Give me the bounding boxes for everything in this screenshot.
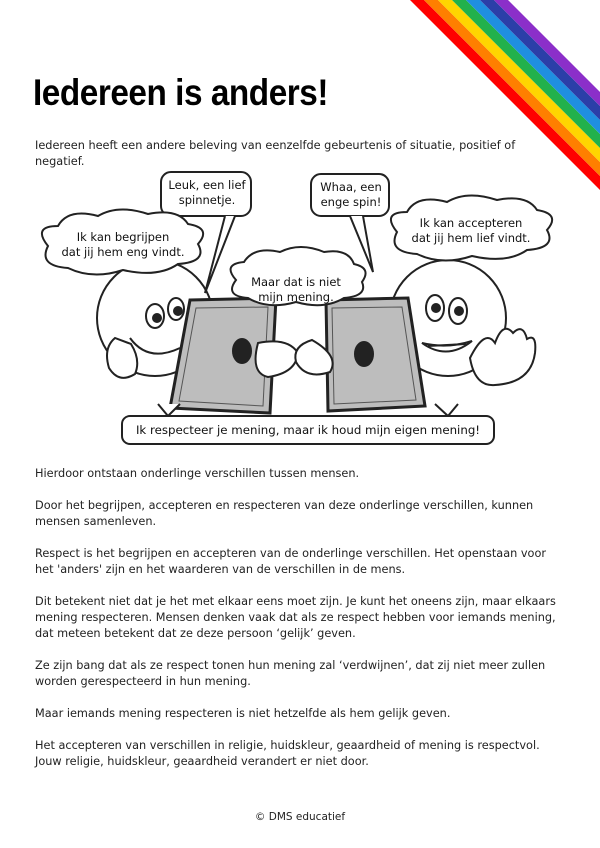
paragraph: Ze zijn bang dat als ze respect tonen hun mening zal ‘verdwijnen’, dat zij niet meer zullen worden gerespecteerd in hun mening. [35, 659, 546, 688]
bubble-mening-text: Maar dat is niet mijn mening. [251, 275, 341, 304]
respect-banner-text: Ik respecteer je mening, maar ik houd mijn eigen mening! [135, 423, 481, 437]
page-title: Iedereen is anders! [33, 72, 328, 113]
paragraph: Dit betekent niet dat je het met elkaar eens moet zijn. Je kunt het oneens zijn, maar elkaars mening respecteren. Mensen denken vaak dat als ze respect hebben voor iemands mening, dat meteen betekent dat ze deze persoon ‘gelijk’ geven. [35, 595, 556, 640]
footer-copyright: © DMS educatief [254, 811, 346, 823]
bubble-whaa-text: Whaa, een enge spin! [320, 180, 382, 209]
paragraph: Respect is het begrijpen en accepteren van de onderlinge verschillen. Het openstaan voor het 'anders' zijn en het waarderen van de verschillen in de mens. [35, 547, 547, 576]
paragraph: Door het begrijpen, accepteren en respecteren van deze onderlinge verschillen, kunnen mensen samenleven. [35, 499, 534, 528]
bubble-leuk-text: Leuk, een lief spinnetje. [168, 178, 246, 207]
bubble-accepteren-text: Ik kan accepteren dat jij hem lief vindt. [411, 216, 531, 245]
intro-text: Iedereen heeft een andere beleving van eenzelfde gebeurtenis of situatie, positief of negatief. [35, 139, 516, 168]
paragraph: Maar iemands mening respecteren is niet hetzelfde als hem gelijk geven. [35, 707, 451, 720]
bubble-begrijpen-text: Ik kan begrijpen dat jij hem eng vindt. [61, 230, 185, 259]
paragraph: Het accepteren van verschillen in religie, huidskleur, geaardheid of mening is respectvol. Jouw religie, huidskleur, geaardheid verandert er niet door. [35, 739, 540, 768]
illustration-drawing [30, 168, 570, 450]
paragraph: Hierdoor ontstaan onderlinge verschillen tussen mensen. [35, 467, 360, 480]
illustration [30, 168, 570, 450]
body-text [35, 466, 565, 786]
